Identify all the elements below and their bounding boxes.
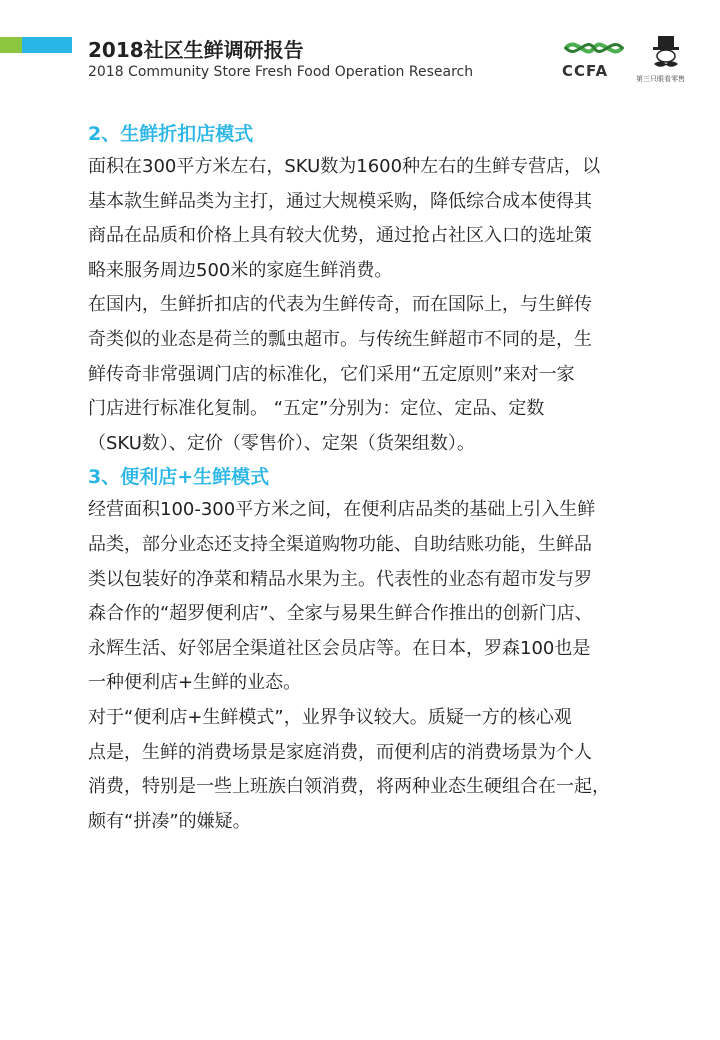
text-line: 一种便利店+生鲜的业态。 [88, 672, 302, 694]
text-line: 点是，生鲜的消费场景是家庭消费，而便利店的消费场景为个人 [88, 741, 592, 763]
text-line: 在国内，生鲜折扣店的代表为生鲜传奇，而在国际上，与生鲜传 [88, 294, 592, 316]
header-accent-bar-cyan [22, 37, 72, 53]
header-accent-bar-green [0, 37, 22, 53]
text-line: 经营面积100-300平方米之间，在便利店品类的基础上引入生鲜 [88, 499, 596, 521]
text-line: 商品在品质和价格上具有较大优势，通过抢占社区入口的选址策 [88, 225, 592, 247]
paragraph-discount-examples [88, 288, 648, 461]
text-line: 颇有“拼凑”的嫌疑。 [88, 810, 251, 832]
text-line: 品类，部分业态还支持全渠道购物功能、自助结账功能，生鲜品 [88, 533, 592, 555]
text-line: 森合作的“超罗便利店”、全家与易果生鲜合作推出的创新门店、 [88, 603, 593, 625]
text-line: 鲜传奇非常强调门店的标准化，它们采用“五定原则”来对一家 [88, 363, 575, 385]
text-line: 面积在300平方米左右，SKU数为1600种左右的生鲜专营店，以 [88, 156, 601, 177]
text-line: （SKU数）、定价（零售价）、定架（货架组数）。 [88, 432, 475, 454]
paragraph-convenience-definition [88, 493, 648, 701]
paragraph-discount-definition [88, 150, 648, 288]
text-line: 永辉生活、好邻居全渠道社区会员店等。在日本，罗森100也是 [88, 637, 591, 659]
report-title-chinese: 2018社区生鲜调研报告 [88, 38, 304, 62]
top-hat-mustache-icon [644, 34, 688, 74]
text-line: 略来服务周边500米的家庭生鲜消费。 [88, 259, 393, 281]
text-line: 门店进行标准化复制。 “五定”分别为：定位、定品、定数 [88, 398, 545, 420]
section-heading-convenience-store: 3、便利店+生鲜模式 [88, 466, 270, 489]
text-line: 消费，特别是一些上班族白领消费，将两种业态生硬组合在一起， [88, 776, 610, 798]
text-line: 奇类似的业态是荷兰的瓢虫超市。与传统生鲜超市不同的是，生 [88, 328, 592, 350]
text-line: 对于“便利店+生鲜模式”，业界争议较大。质疑一方的核心观 [88, 706, 572, 728]
section-heading-discount-store: 2、生鲜折扣店模式 [88, 123, 254, 145]
report-title-english: 2018 Community Store Fresh Food Operation Research [88, 64, 474, 80]
text-line: 类以包装好的净菜和精品水果为主。代表性的业态有超市发与罗 [88, 568, 592, 590]
paragraph-convenience-debate [88, 701, 648, 839]
ccfa-logo-text: CCFA [562, 62, 609, 80]
partner-logo-text: 第三只眼看零售 [636, 75, 685, 83]
report-body [88, 118, 648, 839]
text-line: 基本款生鲜品类为主打，通过大规模采购，降低综合成本使得其 [88, 190, 592, 212]
